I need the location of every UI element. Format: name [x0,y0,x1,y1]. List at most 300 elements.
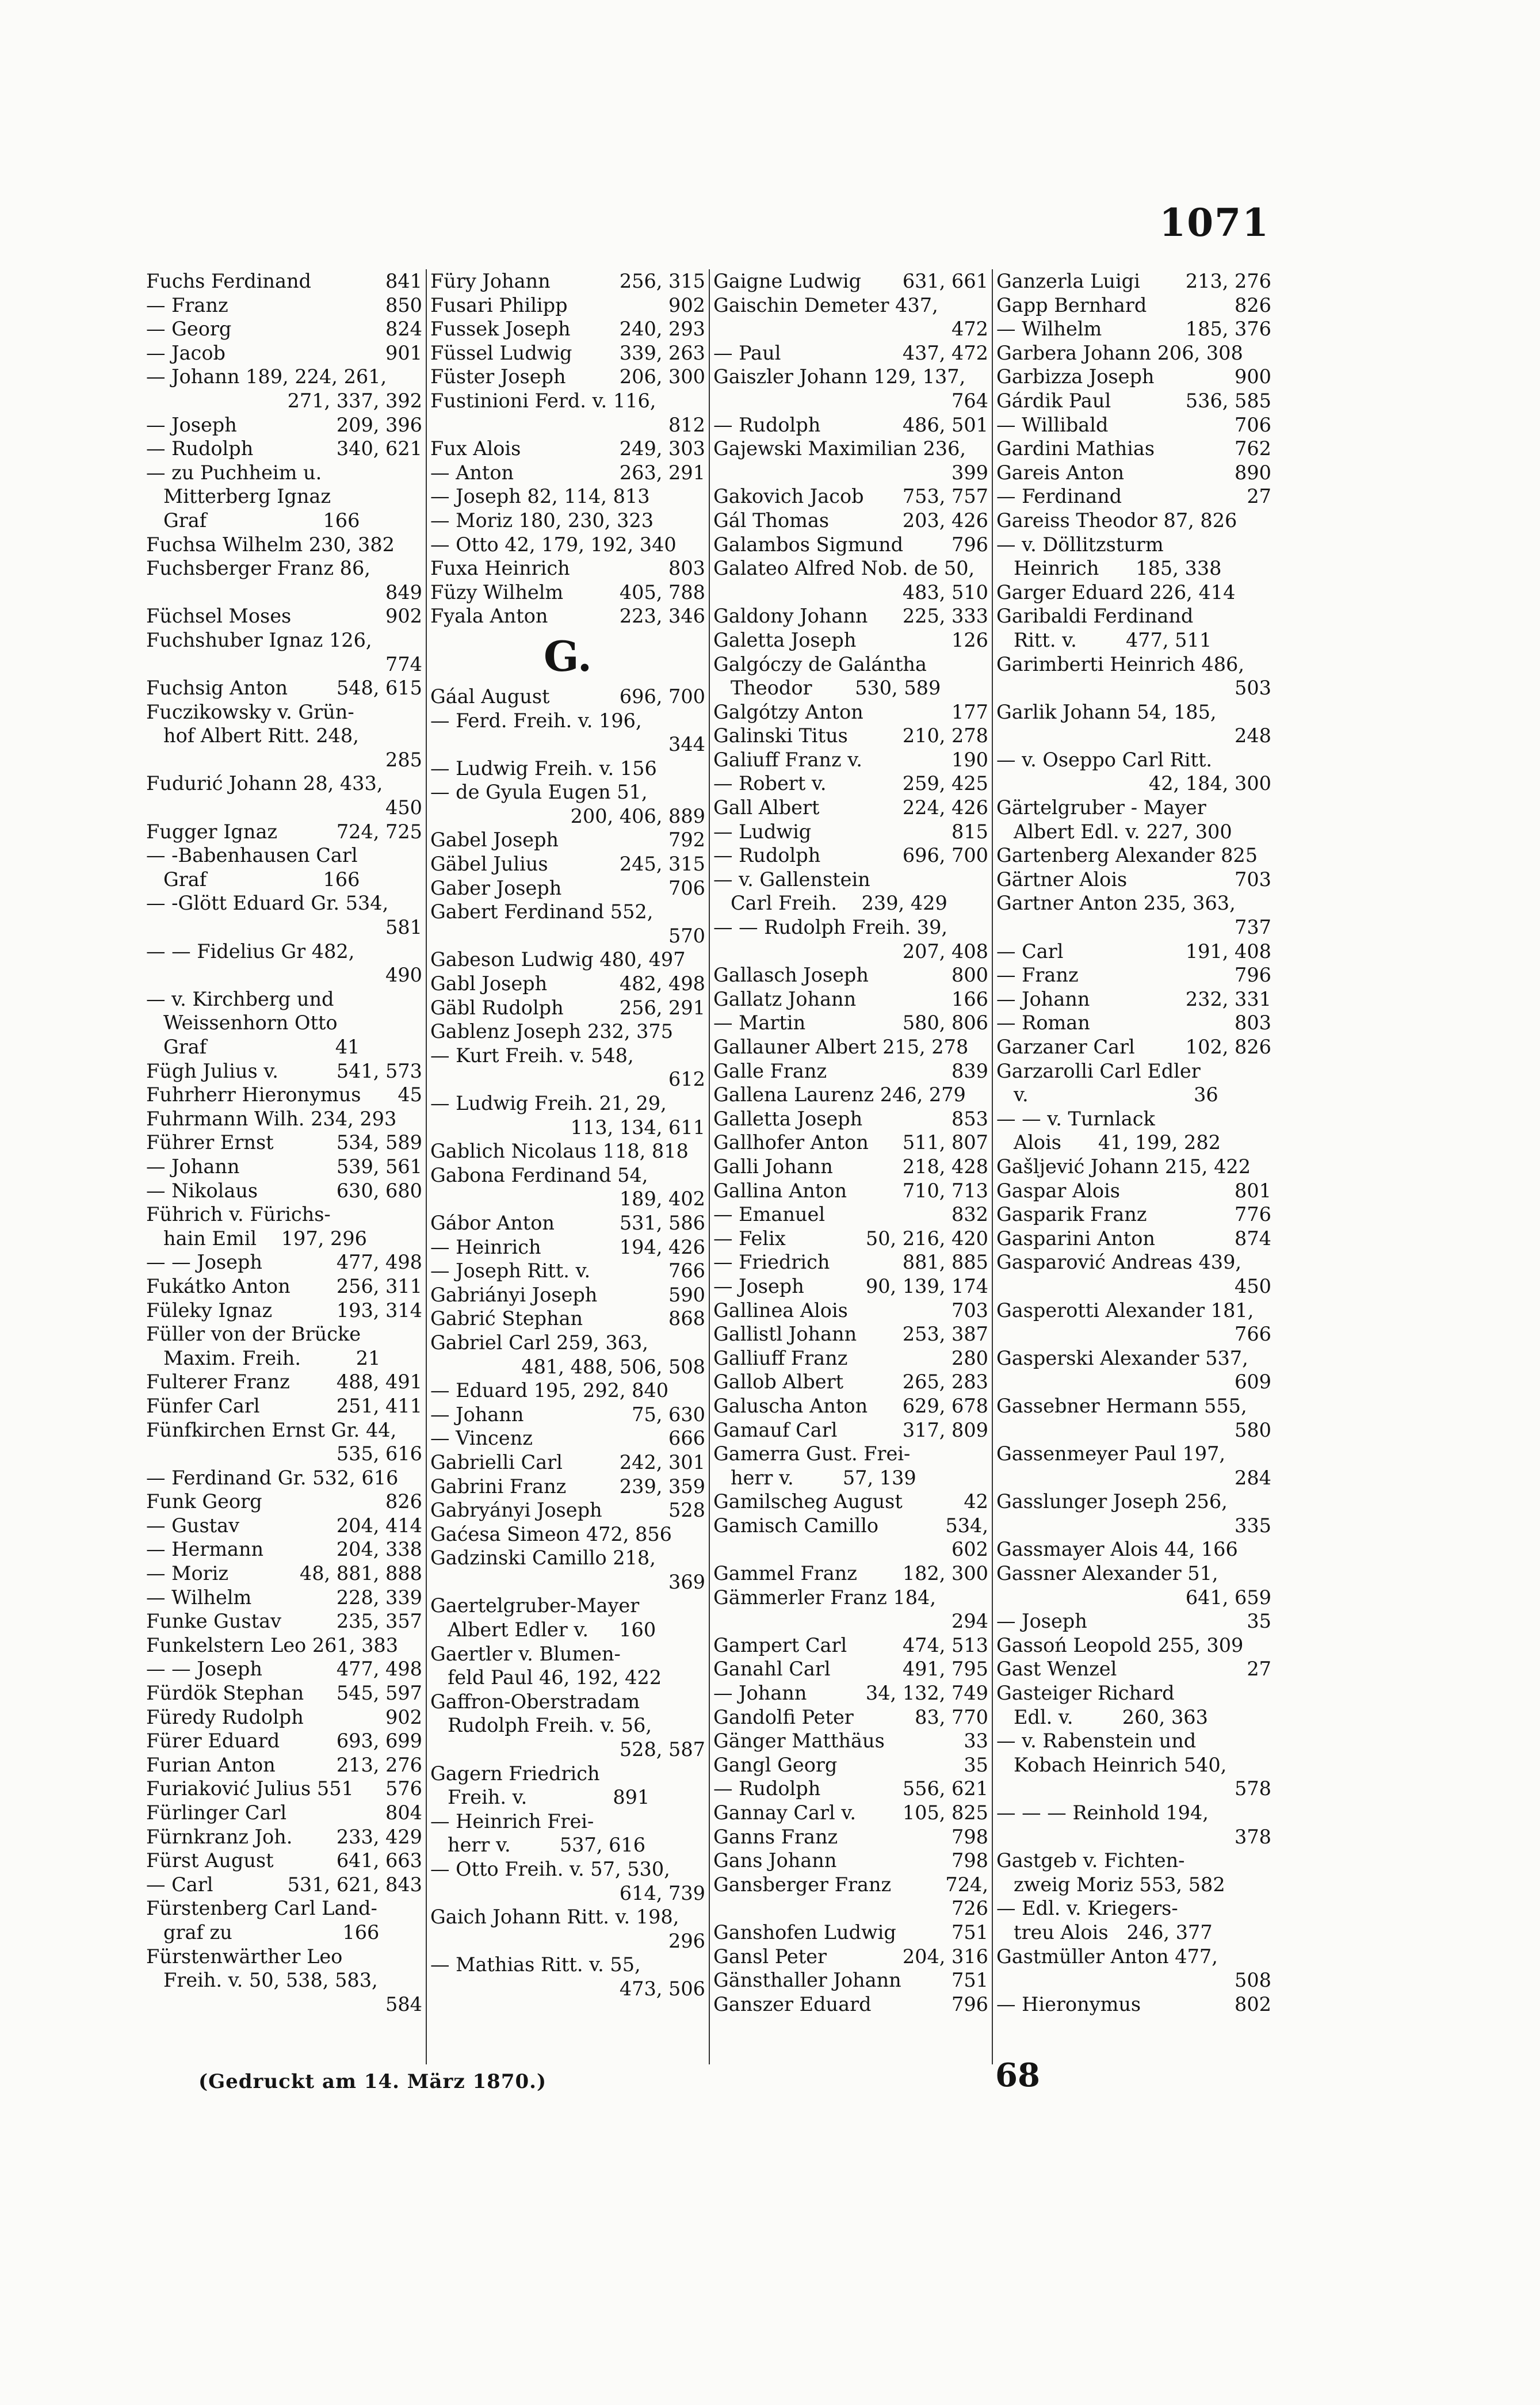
entry-name: Gabel Joseph [430,829,559,852]
entry-name: Gangl Georg [713,1753,838,1776]
index-entry [430,1091,705,1139]
index-entry [430,1044,705,1091]
index-entry [713,1729,988,1753]
entry-name: Galuscha Anton [713,1394,868,1417]
entry-pages: 253, 387 [902,1323,988,1346]
entry-name: Funk Georg [146,1490,262,1513]
index-entry [430,1498,705,1522]
entry-pages: 832 [951,1203,988,1226]
entry-continuation: Kobach Heinrich 540, [1014,1753,1227,1776]
entry-continuation: Freih. v. 891 [448,1786,650,1809]
entry-name: Gallistl Johann [713,1323,857,1346]
entry-continuation: Albert Edl. v. 227, 300 [1014,820,1232,843]
index-entry [996,317,1271,341]
entry-pages: 796 [1235,964,1271,987]
entry-name: Fukátko Anton [146,1274,291,1297]
index-entry [996,1657,1271,1681]
entry-continuation: 812 [668,413,705,436]
index-entry [430,1020,705,1044]
entry-pages: 204, 316 [902,1945,988,1968]
index-entry [996,1299,1271,1346]
index-entry [430,269,705,293]
entry-name: Füller von der Brücke [146,1323,361,1346]
entry-continuation: 335 [1235,1514,1271,1537]
entry-pages: 693, 699 [336,1730,422,1753]
entry-name: Gaspar Alois [996,1179,1120,1202]
entry-pages: 263, 291 [619,461,705,484]
entry-pages: 545, 597 [336,1682,422,1705]
entry-continuation: 584 [385,1992,422,2015]
index-entry [713,1322,988,1346]
index-entry [713,987,988,1011]
index-entry [713,1011,988,1035]
entry-name: Führich v. Fürichs- [146,1203,331,1226]
entry-pages: 802 [1235,1992,1271,2015]
entry-name: Füssel Ludwig [430,341,572,364]
entry-name: — Rudolph [713,844,821,867]
index-entry [996,1250,1271,1298]
index-entry [996,1227,1271,1251]
entry-name: — zu Puchheim u. [146,461,322,484]
entry-pages: 105, 825 [902,1801,988,1824]
entry-pages: 800 [951,964,988,987]
entry-name: Gans Johann [713,1849,837,1872]
entry-pages: 242, 301 [619,1450,705,1473]
entry-name: Füredy Rudolph [146,1705,304,1728]
entry-name: Gál Thomas [713,509,830,532]
index-entry [146,1418,422,1466]
index-entry [146,700,422,772]
entry-name: Fux Alois [430,437,521,460]
entry-continuation: 378 [1235,1825,1271,1848]
entry-pages: 868 [668,1307,705,1330]
entry-name: Fürnkranz Joh. [146,1825,293,1848]
index-entry [996,293,1271,318]
entry-pages: 881, 885 [902,1251,988,1274]
index-entry [146,772,422,819]
entry-name: Gärtelgruber - Mayer [996,796,1206,819]
index-entry [146,676,422,700]
entry-pages: 824 [385,318,422,341]
entry-name: Gassner Alexander 51, [996,1562,1218,1585]
index-entry [146,1825,422,1849]
entry-name: Gartner Anton 235, 363, [996,892,1236,915]
entry-pages: 35 [1247,1610,1271,1633]
index-entry [713,724,988,748]
index-entry [430,509,705,533]
entry-pages: 194, 426 [619,1235,705,1258]
index-entry [430,604,705,628]
entry-name: — Heinrich [430,1235,541,1258]
index-entry [430,1379,705,1403]
entry-name: — Nikolaus [146,1179,258,1202]
entry-continuation: 503 [1235,677,1271,700]
entry-name: — Joseph Ritt. v. [430,1259,591,1282]
index-entry [430,365,705,389]
entry-pages: 531, 621, 843 [287,1873,422,1896]
entry-name: — Ferd. Freih. v. 196, [430,709,642,732]
index-entry [430,556,705,581]
entry-name: Gannay Carl v. [713,1801,857,1824]
entry-pages: 42 [964,1490,988,1513]
entry-name: — — — Reinhold 194, [996,1801,1209,1824]
entry-continuation: 609 [1235,1371,1271,1394]
entry-continuation: 248 [1235,724,1271,747]
entry-name: — Johann [146,1155,240,1178]
index-entry [713,1753,988,1777]
entry-pages: 511, 807 [902,1131,988,1154]
entry-name: Fuchshuber Ignaz 126, [146,628,372,651]
entry-name: Garbizza Joseph [996,365,1155,388]
entry-name: Gamerra Gust. Frei- [713,1442,911,1465]
entry-name: — Kurt Freih. v. 548, [430,1044,634,1067]
entry-pages: 34, 132, 749 [865,1682,988,1705]
entry-name: Galetta Joseph [713,628,857,651]
entry-continuation: Maxim. Freih. 21 [163,1346,381,1369]
entry-continuation: 774 [385,652,422,675]
entry-name: — Otto 42, 179, 192, 340 [430,533,677,556]
entry-pages: 853 [951,1107,988,1130]
entry-name: — Hermann [146,1538,264,1561]
index-entry [146,891,422,939]
index-entry [430,461,705,485]
entry-name: Gäbl Rudolph [430,996,564,1019]
entry-name: Galgótzy Anton [713,700,863,723]
entry-continuation: v. 36 [1014,1083,1218,1106]
entry-continuation: Theodor 530, 589 [731,677,941,700]
index-entry [996,389,1271,413]
entry-name: Gaffron-Oberstradam [430,1690,640,1713]
entry-name: Fuczikowsky v. Grün- [146,700,354,723]
index-entry [430,1762,705,1810]
index-entry [713,604,988,628]
entry-name: Garger Eduard 226, 414 [996,581,1236,604]
entry-pages: 630, 680 [336,1179,422,1202]
entry-pages: 528 [668,1499,705,1522]
entry-pages: 801 [1235,1179,1271,1202]
entry-pages: 50, 216, 420 [865,1227,988,1250]
entry-pages: 631, 661 [902,270,988,292]
index-entry [713,1250,988,1274]
index-entry [146,843,422,891]
entry-name: Gärtner Alois [996,868,1128,891]
index-entry [713,1131,988,1155]
entry-name: Führer Ernst [146,1131,274,1154]
entry-name: Galgóczy de Galántha [713,652,927,675]
index-entry [996,1633,1271,1658]
entry-name: Gabrielli Carl [430,1450,563,1473]
index-entry [146,1490,422,1514]
index-entry [713,437,988,484]
entry-pages: 437, 472 [902,341,988,364]
entry-name: Garzarolli Carl Edler [996,1059,1201,1082]
index-entry [430,1331,705,1379]
entry-pages: 724, [945,1873,988,1896]
entry-name: Garibaldi Ferdinand [996,605,1194,628]
index-entry [713,293,988,341]
index-entry [713,509,988,533]
index-entry [996,891,1271,939]
index-entry [430,389,705,437]
entry-name: — Rudolph [713,413,821,436]
entry-name: Gakovich Jacob [713,485,864,508]
entry-name: Gasparini Anton [996,1227,1155,1250]
entry-pages: 531, 586 [619,1211,705,1234]
entry-pages: 666 [668,1427,705,1450]
index-entry [430,1139,705,1163]
entry-pages: 706 [668,876,705,899]
entry-continuation: 766 [1235,1323,1271,1346]
entry-name: Fuchs Ferdinand [146,270,311,292]
entry-name: — Joseph 82, 114, 813 [430,485,650,508]
entry-pages: 48, 881, 888 [299,1562,422,1585]
entry-pages: 190 [951,748,988,771]
entry-name: Ganszer Eduard [713,1992,872,2015]
entry-continuation: Edl. v. 260, 363 [1014,1705,1208,1728]
entry-pages: 27 [1247,485,1271,508]
entry-continuation: 450 [385,796,422,819]
entry-pages: 233, 429 [336,1825,422,1848]
entry-name: Funke Gustav [146,1610,282,1633]
index-entry [146,1777,422,1801]
entry-name: Gablenz Joseph 232, 375 [430,1020,674,1043]
index-entry [430,1211,705,1235]
entry-name: Fussek Joseph [430,318,571,341]
entry-name: — Ferdinand [996,485,1122,508]
index-entry [430,900,705,948]
entry-name: — Ludwig Freih. 21, 29, [430,1092,667,1114]
index-entry [713,413,988,437]
entry-name: Gallina Anton [713,1179,847,1202]
entry-continuation: 399 [951,461,988,484]
index-entry [996,1849,1271,1896]
entry-continuation: feld Paul 46, 192, 422 [448,1666,662,1689]
index-entry [713,1227,988,1251]
entry-name: Gajewski Maximilian 236, [713,437,966,460]
index-entry [713,748,988,772]
index-entry [996,987,1271,1011]
entry-name: — -Babenhausen Carl [146,844,358,867]
index-entry [430,1810,705,1857]
index-entry [146,1873,422,1897]
entry-continuation: Weissenhorn Otto [163,1011,338,1034]
entry-name: Garlik Johann 54, 185, [996,700,1217,723]
index-entry [430,1905,705,1953]
entry-pages: 902 [385,1705,422,1728]
entry-pages: 223, 346 [619,605,705,628]
index-entry [713,628,988,652]
entry-name: Gamisch Camillo [713,1514,879,1537]
entry-continuation: 284 [1235,1466,1271,1489]
entry-pages: 203, 426 [902,509,988,532]
entry-name: Gabl Joseph [430,972,548,995]
entry-pages: 753, 757 [902,485,988,508]
entry-pages: 191, 408 [1185,940,1271,963]
entry-name: — Wilhelm [146,1586,252,1609]
index-entry [996,1011,1271,1035]
entry-pages: 839 [951,1059,988,1082]
index-entry [996,963,1271,987]
index-entry [713,533,988,557]
index-entry [713,1299,988,1323]
index-entry [996,533,1271,581]
index-entry [430,972,705,996]
index-entry [996,868,1271,892]
index-entry [713,1107,988,1131]
index-columns [143,269,1276,2064]
index-entry [713,1873,988,1921]
entry-pages: 218, 428 [902,1155,988,1178]
index-entry [713,1801,988,1825]
entry-name: — Wilhelm [996,318,1102,341]
entry-continuation: 113, 134, 611 [570,1116,705,1139]
index-entry [430,709,705,757]
index-entry [146,1537,422,1562]
entry-pages: 696, 700 [619,685,705,708]
index-entry [713,1968,988,1992]
entry-name: Gallena Laurenz 246, 279 [713,1083,966,1106]
sheet-signature: 68 [995,2056,1040,2094]
entry-name: — — Fidelius Gr 482, [146,940,355,963]
entry-continuation: 207, 408 [902,940,988,963]
index-entry [146,1609,422,1633]
entry-name: Gampert Carl [713,1633,847,1656]
index-entry [146,1896,422,1944]
entry-name: Gall Albert [713,796,820,819]
entry-pages: 182, 300 [902,1562,988,1585]
entry-pages: 751 [951,1969,988,1992]
entry-name: Gaćesa Simeon 472, 856 [430,1522,672,1545]
index-entry [430,1259,705,1283]
index-entry [430,1546,705,1594]
index-entry [146,940,422,987]
index-entry [430,1307,705,1331]
entry-name: — Johann 189, 224, 261, [146,365,387,388]
index-entry [996,1490,1271,1537]
entry-name: — Friedrich [713,1251,830,1274]
entry-pages: 213, 276 [1185,270,1271,292]
index-entry [430,948,705,972]
entry-pages: 488, 491 [336,1371,422,1394]
entry-continuation: 285 [385,748,422,771]
index-entry [996,748,1271,796]
entry-name: Garimberti Heinrich 486, [996,652,1244,675]
page-number: 1071 [1159,200,1270,245]
entry-name: Gastmüller Anton 477, [996,1945,1218,1968]
index-entry [996,484,1271,509]
entry-name: Fuxa Heinrich [430,557,570,580]
index-entry [146,1107,422,1131]
index-entry [146,413,422,437]
index-entry [996,604,1271,652]
index-entry [430,1450,705,1475]
entry-continuation: zweig Moriz 553, 582 [1014,1873,1225,1896]
entry-name: Gasparik Franz [996,1203,1147,1226]
entry-name: Gastgeb v. Fichten- [996,1849,1185,1872]
index-entry [713,1274,988,1299]
index-entry [996,1801,1271,1849]
index-entry [146,1753,422,1777]
entry-name: Gassmayer Alois 44, 166 [996,1538,1238,1561]
entry-pages: 796 [951,1992,988,2015]
entry-pages: 590 [668,1283,705,1306]
entry-name: — Carl [996,940,1064,963]
index-entry [996,1896,1271,1944]
entry-name: Garzaner Carl [996,1036,1135,1058]
entry-name: Fuhrmann Wilh. 234, 293 [146,1107,397,1130]
entry-pages: 249, 303 [619,437,705,460]
index-entry [713,1633,988,1658]
index-entry [430,1642,705,1690]
entry-pages: 826 [1235,293,1271,316]
entry-name: Gaigne Ludwig [713,270,862,292]
index-entry [713,1777,988,1801]
entry-pages: 850 [385,293,422,316]
index-entry [996,461,1271,485]
entry-pages: 556, 621 [902,1777,988,1800]
entry-name: — Ludwig [713,820,812,843]
entry-name: Gabona Ferdinand 54, [430,1163,648,1186]
index-entry [146,628,422,676]
entry-continuation: Ritt. v. 477, 511 [1014,628,1212,651]
index-entry [146,1083,422,1107]
entry-pages: 210, 278 [902,724,988,747]
entry-pages: 841 [385,270,422,292]
index-entry [146,1945,422,2017]
index-entry [996,843,1271,868]
entry-name: Gaertelgruber-Mayer [430,1594,640,1617]
index-entry [146,1202,422,1250]
entry-name: Furiaković Julius 551 [146,1777,354,1800]
index-entry [430,533,705,557]
entry-name: Ganshofen Ludwig [713,1921,896,1944]
entry-continuation: Graf 41 [163,1036,360,1058]
entry-name: — Franz [996,964,1079,987]
entry-continuation: hof Albert Ritt. 248, [163,724,359,747]
index-entry [146,1250,422,1274]
index-entry [146,1514,422,1538]
index-entry [713,556,988,604]
entry-name: — Johann [430,1403,524,1426]
entry-pages: 804 [385,1801,422,1824]
index-entry [996,581,1271,605]
entry-continuation: 481, 488, 506, 508 [521,1355,705,1378]
entry-name: — — v. Turnlack [996,1107,1155,1130]
entry-pages: 185, 376 [1185,318,1271,341]
entry-pages: 232, 331 [1185,987,1271,1010]
entry-continuation: 294 [951,1610,988,1633]
entry-name: Fustinioni Ferd. v. 116, [430,389,656,412]
index-entry [146,556,422,604]
index-entry [713,915,988,963]
entry-pages: 724, 725 [336,820,422,843]
index-column-4 [992,269,1275,2064]
entry-pages: 539, 561 [336,1155,422,1178]
entry-pages: 224, 426 [902,796,988,819]
entry-name: Fürlinger Carl [146,1801,287,1824]
entry-continuation: 490 [385,964,422,987]
entry-name: Gasparović Andreas 439, [996,1251,1242,1274]
index-entry [146,1849,422,1873]
entry-continuation: 450 [1235,1274,1271,1297]
entry-name: Gansl Peter [713,1945,827,1968]
entry-pages: 803 [1235,1011,1271,1034]
index-entry [430,293,705,318]
index-entry [996,341,1271,365]
entry-pages: 126 [951,628,988,651]
entry-pages: 405, 788 [619,581,705,604]
entry-pages: 280 [951,1346,988,1369]
